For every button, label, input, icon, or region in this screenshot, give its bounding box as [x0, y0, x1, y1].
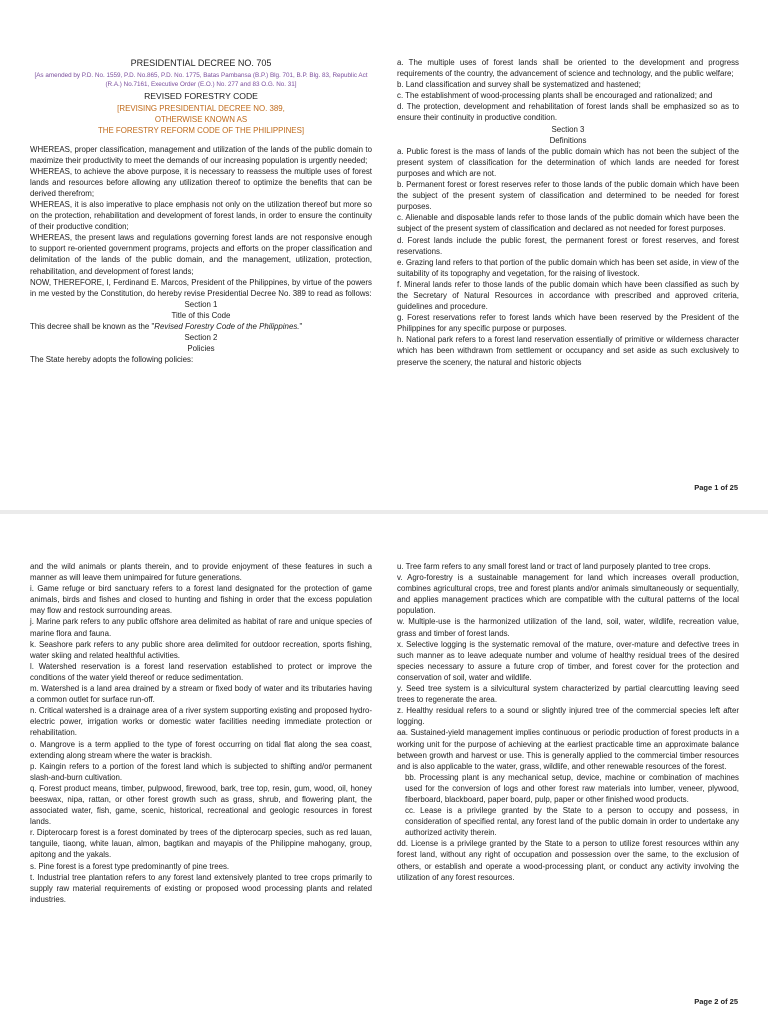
page2-right-column [397, 561, 739, 883]
definition-item: x. Selective logging is the systematic removal of the mature, over-mature and defective trees in such manner as to leave adequate number and volume of healthy residual trees of the desired species necessary to assure a future crop of timber, and forest cover for the protection and conservation of soil, water and wildlife. [397, 639, 739, 682]
definition-item: cc. Lease is a privilege granted by the State to a person to occupy and possess, in consideration of specified rental, any forest land of the public domain in order to undertake any authorized activity therein. [405, 806, 739, 838]
revising-line-1: [REVISING PRESIDENTIAL DECREE NO. 389, [117, 103, 285, 113]
whereas-clause: WHEREAS, proper classification, management and utilization of the lands of the public domain to maximize their productivity to meet the demands of our increasing population is urgently needed; [30, 144, 372, 165]
definition-item: f. Mineral lands refer to those lands of the public domain which have been classified as such by the Secretary of Natural Resources in accordance with prescribed and approved criteria, guidelines and procedure. [397, 279, 739, 312]
policy-item: d. The protection, development and rehabilitation of forest lands shall be emphasized so as to ensure their continuity in productive condition. [397, 102, 739, 123]
definition-item: j. Marine park refers to any public offshore area delimited as habitat of rare and unique species of marine flora and fauna. [30, 617, 372, 638]
document-page-2 [0, 514, 768, 1024]
definition-item: bb. Processing plant is any mechanical setup, device, machine or combination of machines used for the conversion of logs and other forest raw materials into lumber, veneer, plywood, fiberboard, blackboard, paper board, pulp, paper or other finished wood products. [405, 772, 739, 804]
definition-item: y. Seed tree system is a silvicultural system characterized by partial clearcutting leaving seed trees to regenerate the area. [397, 684, 739, 705]
section-title: Title of this Code [171, 310, 231, 320]
page2-left-column [30, 561, 372, 905]
section-heading: Section 2 [184, 333, 218, 343]
policy-item: c. The establishment of wood-processing plants shall be encouraged and rationalized; and [397, 91, 713, 101]
section-heading: Section 3 [551, 124, 585, 134]
definition-item: a. Public forest is the mass of lands of the public domain which has not been the subject of the present system of classification for the determination of which lands are needed for forest purposes and which are not. [397, 146, 739, 178]
page-number: Page 2 of 25 [694, 997, 738, 1006]
definition-item: s. Pine forest is a forest type predominantly of pine trees. [30, 861, 230, 871]
definition-continuation: and the wild animals or plants therein, and to provide enjoyment of these features in such a manner as will leave them unimpaired for future generations. [30, 562, 372, 583]
amendment-note: [As amended by P.D. No. 1559, P.D. No.865, P.D. No. 1775, Batas Pambansa (B.P.) Blg. 701, B.P. Blg. 83, Republic Act (R.A.) No.7161, Executive Order (E.O.) No. 277 and 83 O.G. No. 31] [34, 72, 368, 88]
definition-item: o. Mangrove is a term applied to the type of forest occurring on tidal flat along the sea coast, extending along stream where the water is brackish. [30, 739, 372, 760]
definition-item: v. Agro-forestry is a sustainable management for land which increases overall production, combines agricultural crops, tree and forest plants and/or animals simultaneously or sequentially, and applies management practices which are compatible with the cultural patterns of the local population. [397, 573, 739, 616]
now-therefore-clause: NOW, THEREFORE, I, Ferdinand E. Marcos, President of the Philippines, by virtue of the powers in me vested by the Constitution, do hereby revise Presidential Decree No. 389 to read as follows: [30, 277, 372, 298]
whereas-clause: WHEREAS, it is also imperative to place emphasis not only on the utilization thereof but more so on the protection, rehabilitation and development of forest lands, in order to ensure the continuity of their productive condition; [30, 199, 372, 232]
definition-item: k. Seashore park refers to any public shore area delimited for outdoor recreation, sports fishing, water skiing and related healthful activities. [30, 639, 372, 660]
whereas-clause: WHEREAS, to achieve the above purpose, it is necessary to reassess the multiple uses of forest lands and resources before allowing any utilization thereof to optimize the benefits that can be derived therefrom; [30, 166, 372, 198]
definition-item: i. Game refuge or bird sanctuary refers to a forest land designated for the protection of game animals, birds and fishes and closed to hunting and fishing in order that the excess population may flow and restock surrounding areas. [30, 584, 372, 616]
page1-left-column [30, 57, 372, 365]
revising-line-3: THE FORESTRY REFORM CODE OF THE PHILIPPINES] [97, 125, 305, 135]
definition-item: b. Permanent forest or forest reserves refer to those lands of the public domain which have been the subject of the present system of classification and determined to be needed for forest purposes. [397, 180, 739, 212]
definition-item: c. Alienable and disposable lands refer to those lands of the public domain which have been the subject of the present system of classification and declared as not needed for forest purposes. [397, 213, 739, 234]
section-title: Policies [187, 344, 215, 354]
whereas-clause: WHEREAS, the present laws and regulations governing forest lands are not responsive enough to support re-oriented government programs, projects and efforts on the proper classification and delimitation of the lands of the public domain, and the management, utilization, protection, rehabilitation, and development of forest lands; [30, 233, 372, 276]
definition-item: aa. Sustained-yield management implies continuous or periodic production of forest products in a working unit for the purpose of achieving at the earliest practicable time an approximate balance between growth and harvest or use. This is generally applied to the commercial timber resources and is also applicable to the water, grass, wildlife, and other renewable resources of the forest. [397, 728, 739, 771]
definition-item: z. Healthy residual refers to a sound or slightly injured tree of the commercial species left after logging. [397, 706, 739, 727]
definition-item: d. Forest lands include the public forest, the permanent forest or forest reserves, and forest reservations. [397, 235, 739, 256]
code-name: Revised Forestry Code of the Philippines. [154, 322, 300, 331]
definition-item: h. National park refers to a forest land reservation essentially of primitive or wilderness character which has been withdrawn from settlement or occupancy and set aside as such exclusively to preserve the scenery, the natural and historic objects [397, 335, 739, 367]
section-heading: Section 1 [184, 299, 218, 309]
policy-item: a. The multiple uses of forest lands shall be oriented to the development and progress requirements of the country, the advancement of science and technology, and the public welfare; [397, 58, 739, 79]
definition-item: m. Watershed is a land area drained by a stream or fixed body of water and its tributaries having a common outlet for surface run-off. [30, 684, 372, 705]
definition-item: e. Grazing land refers to that portion of the public domain which has been set aside, in view of the suitability of its topography and vegetation, for the raising of livestock. [397, 257, 739, 278]
section-1-text: This decree shall be known as the "Revised Forestry Code of the Philippines." [30, 322, 303, 331]
definition-item: l. Watershed reservation is a forest land reservation established to protect or improve the conditions of the water yield thereof or reduce sedimentation. [30, 661, 372, 682]
section-title: Definitions [549, 135, 587, 145]
definition-item: u. Tree farm refers to any small forest land or tract of land purposely planted to tree crops. [397, 562, 711, 571]
definition-item: w. Multiple-use is the harmonized utilization of the land, soil, water, wildlife, recreation value, grass and timber of forest lands. [397, 617, 739, 638]
page-number: Page 1 of 25 [694, 483, 738, 492]
decree-title: PRESIDENTIAL DECREE NO. 705 [130, 58, 272, 68]
document-page-1 [0, 0, 768, 510]
definition-item: r. Dipterocarp forest is a forest dominated by trees of the dipterocarp species, such as red lauan, tanguile, tiaong, white lauan, almon, bagtikan and mayapis of the Philippine mahogany, group, apitong and the yakals. [30, 828, 372, 860]
policy-item: b. Land classification and survey shall be systematized and hastened; [397, 80, 641, 90]
definition-item: p. Kaingin refers to a portion of the forest land which is subjected to shifting and/or permanent slash-and-burn cultivation. [30, 761, 372, 782]
revising-line-2: OTHERWISE KNOWN AS [154, 114, 248, 124]
section-2-text: The State hereby adopts the following policies: [30, 355, 194, 365]
definition-item: g. Forest reservations refer to forest lands which have been reserved by the President of the Philippines for any specific purpose or purposes. [397, 313, 739, 334]
definition-item: t. Industrial tree plantation refers to any forest land extensively planted to tree crops primarily to supply raw material requirements of existing or proposed wood processing plants and related industries. [30, 872, 372, 904]
code-subtitle: REVISED FORESTRY CODE [144, 91, 258, 101]
definition-item: q. Forest product means, timber, pulpwood, firewood, bark, tree top, resin, gum, wood, oil, honey beeswax, nipa, rattan, or other forest growth such as grass, shrub, and flowering plant, the associated water, fish, game, scenic, historical, recreational and geologic resources in forest lands. [30, 783, 372, 827]
definition-item: dd. License is a privilege granted by the State to a person to utilize forest resources within any forest land, without any right of occupation and possession over the same, to the exclusion of others, or establish and operate a wood-processing plant, or conduct any activity involving the utilization of any forest resources. [397, 839, 739, 882]
page1-right-column [397, 57, 739, 368]
definition-item: n. Critical watershed is a drainage area of a river system supporting existing and proposed hydro-electric power, irrigation works or domestic water facilities needing immediate protection or rehabilitation. [30, 706, 372, 738]
